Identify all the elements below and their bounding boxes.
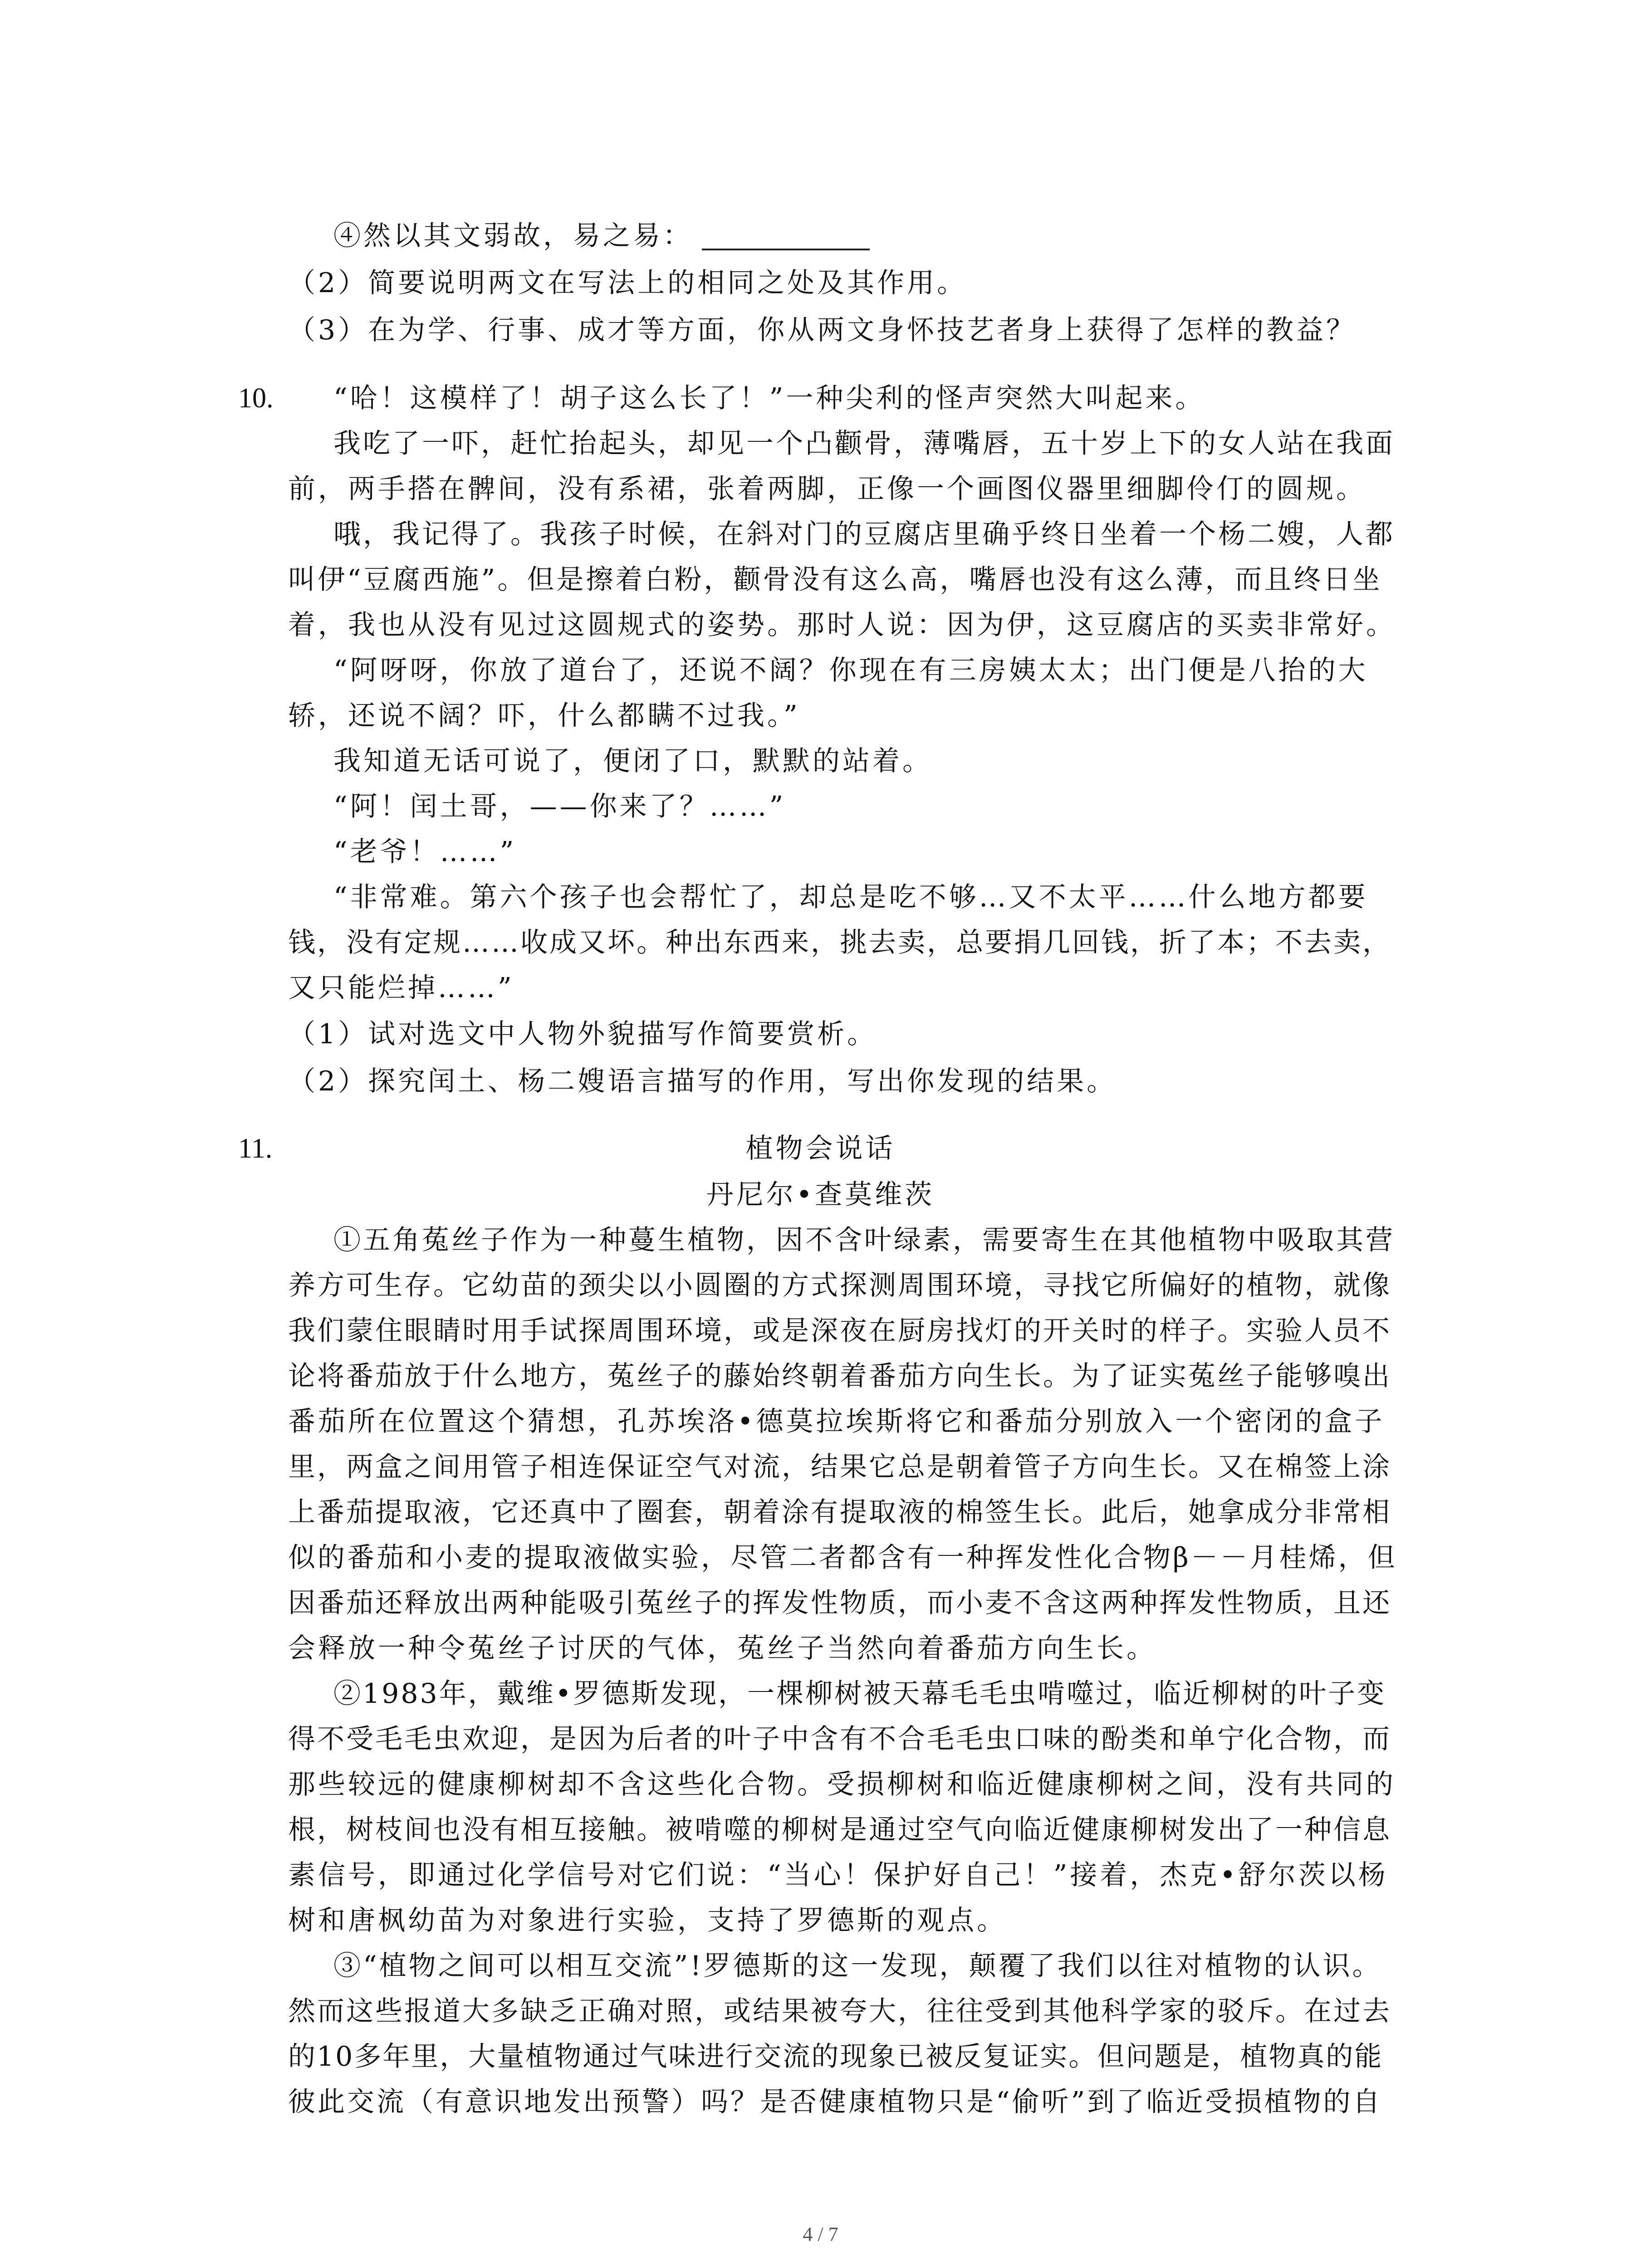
q11-line-13: 根，树枝间也没有相互接触。被啃噬的柳树是通过空气向临近健康柳树发出了一种信息 bbox=[288, 1814, 1391, 1846]
q11-line-3: 论将番茄放于什么地方，菟丝子的藤始终朝着番茄方向生长。为了证实菟丝子能够嗅出 bbox=[288, 1360, 1391, 1392]
q10-line-7: 轿，还说不阔？吓，什么都瞒不过我。” bbox=[288, 700, 800, 732]
q11-line-6: 上番茄提取液，它还真中了圈套，朝着涂有提取液的棉签生长。此后，她拿成分非常相 bbox=[288, 1496, 1391, 1528]
q9-sub3: （3）在为学、行事、成才等方面，你从两文身怀技艺者身上获得了怎样的教益？ bbox=[288, 314, 1357, 346]
q10-line-3: 哦，我记得了。我孩子时候，在斜对门的豆腐店里确乎终日坐着一个杨二嫂，人都 bbox=[333, 518, 1395, 550]
q11-line-19: 彼此交流（有意识地发出预警）吗？是否健康植物只是“偷听”到了临近受损植物的自 bbox=[288, 2086, 1382, 2118]
page-number: 4 / 7 bbox=[803, 2223, 838, 2245]
q11-line-7: 似的番茄和小麦的提取液做实验，尽管二者都含有一种挥发性化合物β－－月桂烯，但 bbox=[288, 1542, 1397, 1574]
article-author: 丹尼尔•查莫维茨 bbox=[706, 1179, 935, 1211]
q10-line-10: “老爷！……” bbox=[333, 836, 517, 868]
q11-line-15: 树和唐枫幼苗为对象进行实验，支持了罗德斯的观点。 bbox=[288, 1905, 1007, 1936]
article-title: 植物会说话 bbox=[745, 1133, 896, 1164]
q10-line-9: “阿！闰土哥，——你来了？……” bbox=[333, 791, 786, 822]
q10-line-1: 我吃了一吓，赶忙抬起头，却见一个凸颧骨，薄嘴唇，五十岁上下的女人站在我面 bbox=[333, 428, 1395, 459]
q11-line-5: 里，两盒之间用管子相连保证空气对流，结果它总是朝着管子方向生长。又在棉签上涂 bbox=[288, 1451, 1391, 1483]
q10-line-2: 前，两手搭在髀间，没有系裙，张着两脚，正像一个画图仪器里细脚伶仃的圆规。 bbox=[288, 473, 1366, 505]
q11-line-9: 会释放一种令菟丝子讨厌的气体，菟丝子当然向着番茄方向生长。 bbox=[288, 1633, 1156, 1664]
q11-line-16: ③“植物之间可以相互交流”!罗德斯的这一发现，颠覆了我们以往对植物的认识。 bbox=[333, 1950, 1382, 1982]
q10-line-5: 着，我也从没有见过这圆规式的姿势。那时人说：因为伊，这豆腐店的买卖非常好。 bbox=[288, 609, 1396, 641]
q11-line-8: 因番茄还释放出两种能吸引菟丝子的挥发性物质，而小麦不含这两种挥发性物质，且还 bbox=[288, 1587, 1391, 1619]
q10-line-4: 叫伊“豆腐西施”。但是擦着白粉，颧骨没有这么高，嘴唇也没有这么薄，而且终日坐 bbox=[288, 564, 1382, 596]
q11-line-4: 番茄所在位置这个猜想，孔苏埃洛•德莫拉埃斯将它和番茄分别放入一个密闭的盒子 bbox=[288, 1406, 1385, 1437]
q11-line-1: 养方可生存。它幼苗的颈尖以小圆圈的方式探测周围环境，寻找它所偏好的植物，就像 bbox=[288, 1270, 1391, 1301]
q10-line-8: 我知道无话可说了，便闭了口，默默的站着。 bbox=[333, 745, 932, 777]
q10-line-0: “哈！这模样了！胡子这么长了！”一种尖利的怪声突然大叫起来。 bbox=[333, 382, 1205, 414]
q9-item4-text: ④然以其文弱故，易之易： bbox=[333, 220, 693, 252]
q9-item4 bbox=[333, 218, 870, 254]
q10-line-6: “阿呀呀，你放了道台了，还说不阔？你现在有三房姨太太；出门便是八抬的大 bbox=[333, 655, 1368, 686]
q9-sub2: （2）简要说明两文在写法上的相同之处及其作用。 bbox=[288, 267, 967, 299]
q10-line-11: “非常难。第六个孩子也会帮忙了，却总是吃不够…又不太平……什么地方都要 bbox=[333, 881, 1368, 913]
q10-number: 10. bbox=[238, 383, 274, 414]
q11-line-11: 得不受毛毛虫欢迎，是因为后者的叶子中含有不合毛毛虫口味的酚类和单宁化合物，而 bbox=[288, 1723, 1391, 1755]
answer-blank bbox=[702, 221, 870, 250]
q11-line-14: 素信号，即通过化学信号对它们说：“当心！保护好自己！”接着，杰克•舒尔茨以杨 bbox=[288, 1859, 1388, 1891]
q10-line-13: 又只能烂掉……” bbox=[288, 972, 514, 1004]
q11-line-2: 我们蒙住眼睛时用手试探周围环境，或是深夜在厨房找灯的开关时的样子。实验人员不 bbox=[288, 1315, 1391, 1347]
q11-line-10: ②1983年，戴维•罗德斯发现，一棵柳树被天幕毛毛虫啃噬过，临近柳树的叶子变 bbox=[333, 1678, 1386, 1710]
q10-line-12: 钱，没有定规……收成又坏。种出东西来，挑去卖，总要捐几回钱，折了本；不去卖， bbox=[288, 927, 1391, 958]
q11-number: 11. bbox=[238, 1133, 273, 1164]
q11-line-17: 然而这些报道大多缺乏正确对照，或结果被夸大，往往受到其他科学家的驳斥。在过去 bbox=[288, 1995, 1391, 2027]
q11-line-18: 的10多年里，大量植物通过气味进行交流的现象已被反复证实。但问题是，植物真的能 bbox=[288, 2041, 1383, 2072]
q10-sub2: （2）探究闰土、杨二嫂语言描写的作用，写出你发现的结果。 bbox=[288, 1066, 1117, 1097]
q11-line-0: ①五角菟丝子作为一种蔓生植物，因不含叶绿素，需要寄生在其他植物中吸取其营 bbox=[333, 1224, 1395, 1256]
q10-sub1: （1）试对选文中人物外貌描写作简要赏析。 bbox=[288, 1018, 877, 1050]
q11-line-12: 那些较远的健康柳树却不含这些化合物。受损柳树和临近健康柳树之间，没有共同的 bbox=[288, 1769, 1396, 1800]
